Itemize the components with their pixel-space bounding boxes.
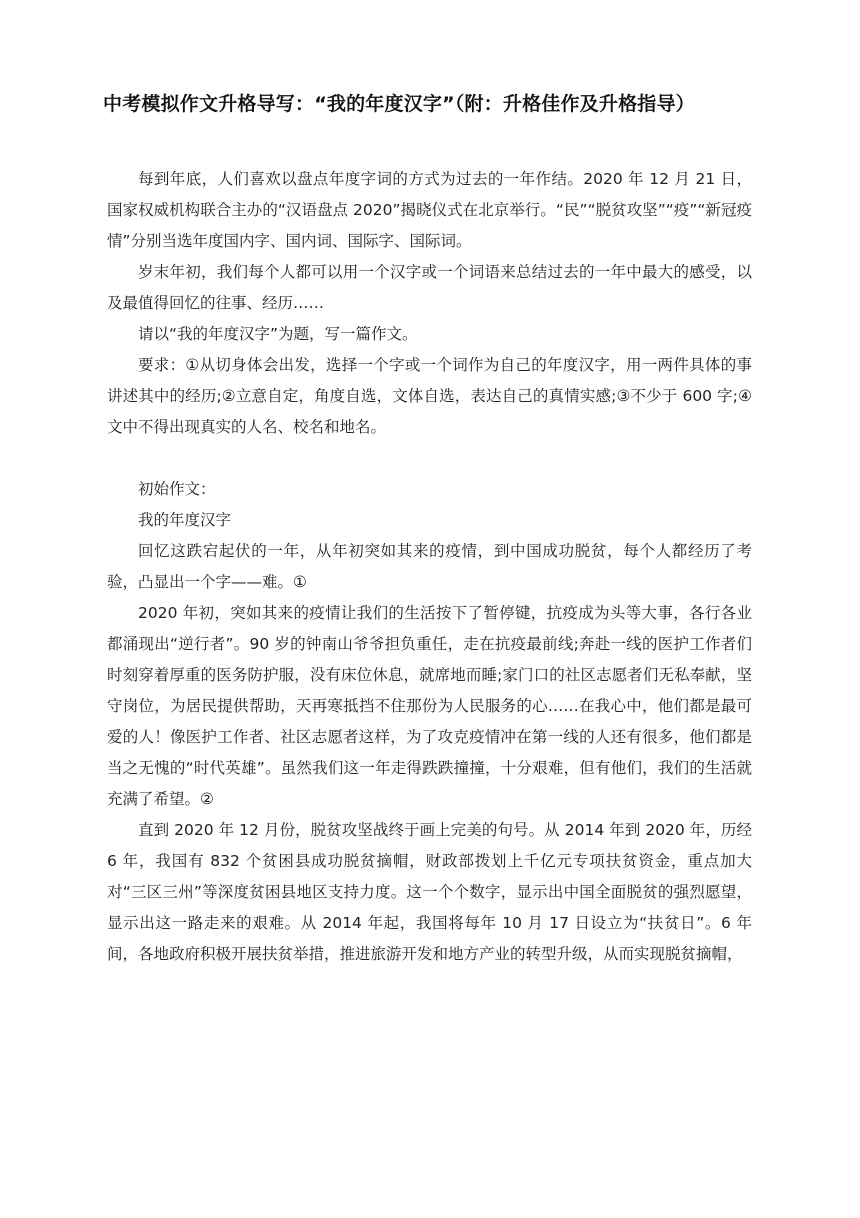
essay-paragraph: 2020 年初，突如其来的疫情让我们的生活按下了暂停键，抗疫成为头等大事，各行各业都涌现出“逆行者”。90 岁的钟南山爷爷担负重任，走在抗疫最前线;奔赴一线的医护工作者们时刻穿着厚重的医务防护服，没有床位休息，就席地而睡;家门口的社区志愿者们无私奉献，坚守岗位，为居民提供帮助，天再寒抵挡不住那份为人民服务的心……在我心中，他们都是最可爱的人！像医护工作者、社区志愿者这样，为了攻克疫情冲在第一线的人还有很多，他们都是当之无愧的“时代英雄”。虽然我们这一年走得跌跌撞撞，十分艰难，但有他们，我们的生活就充满了希望。② xyxy=(107,604,752,808)
intro-paragraph: 每到年底，人们喜欢以盘点年度字词的方式为过去的一年作结。2020 年 12 月 21 日，国家权威机构联合主办的“汉语盘点 2020”揭晓仪式在北京举行。“民”“脱贫攻坚”“疫”“新冠疫情”分别当选年度国内字、国内词、国际字、国际词。 xyxy=(107,170,752,250)
intro-paragraph: 岁末年初，我们每个人都可以用一个汉字或一个词语来总结过去的一年中最大的感受，以及最值得回忆的往事、经历…… xyxy=(107,263,752,312)
document-title: 中考模拟作文升格导写：“我的年度汉字”（附：升格佳作及升格指导） xyxy=(103,93,695,115)
requirements-paragraph: 要求：①从切身体会出发，选择一个字或一个词作为自己的年度汉字，用一两件具体的事讲述其中的经历;②立意自定，角度自选，文体自选，表达自己的真情实感;③不少于 600 字;④文中不得出现真实的人名、校名和地名。 xyxy=(107,356,752,436)
essay-title: 我的年度汉字 xyxy=(138,511,232,529)
document-body xyxy=(107,164,752,970)
essay-label: 初始作文： xyxy=(138,480,216,498)
section-gap xyxy=(107,443,752,474)
essay-paragraph: 直到 2020 年 12 月份，脱贫攻坚战终于画上完美的句号。从 2014 年到 2020 年，历经 6 年，我国有 832 个贫困县成功脱贫摘帽，财政部拨划上千亿元专项扶贫资金，重点加大对“三区三州”等深度贫困县地区支持力度。这一个个数字，显示出中国全面脱贫的强烈愿望，显示出这一路走来的艰难。从 2014 年起，我国将每年 10 月 17 日设立为“扶贫日”。6 年间，各地政府积极开展扶贫举措，推进旅游开发和地方产业的转型升级，从而实现脱贫摘帽， xyxy=(107,821,752,963)
essay-paragraph: 回忆这跌宕起伏的一年，从年初突如其来的疫情，到中国成功脱贫，每个人都经历了考验，凸显出一个字——难。① xyxy=(107,542,752,591)
intro-paragraph: 请以“我的年度汉字”为题，写一篇作文。 xyxy=(138,325,418,343)
